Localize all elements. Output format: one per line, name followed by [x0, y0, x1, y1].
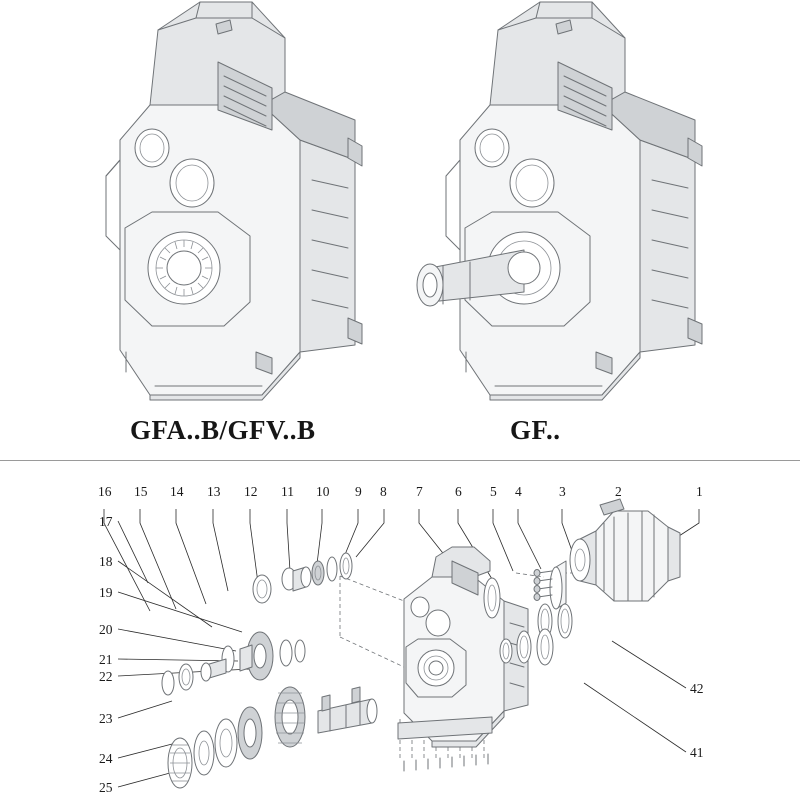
caption-gf: GF.. — [510, 415, 561, 445]
callout-15: 15 — [134, 484, 148, 499]
callout-23: 23 — [99, 711, 113, 726]
callout-2: 2 — [615, 484, 622, 499]
callout-18: 18 — [99, 554, 113, 569]
callout-19: 19 — [99, 585, 113, 600]
callout-22: 22 — [99, 669, 113, 684]
callout-10: 10 — [316, 484, 330, 499]
callout-8: 8 — [380, 484, 387, 499]
caption-gfa-b-gfv-b: GFA..B/GFV..B — [130, 415, 316, 445]
exploded-parts-drawing — [0, 461, 800, 801]
upper-shaft-assembly — [253, 553, 352, 603]
callout-3: 3 — [559, 484, 566, 499]
callout-7: 7 — [416, 484, 423, 499]
exploded-view-section — [0, 460, 800, 801]
motor-assembly-part — [534, 499, 680, 609]
callout-11: 11 — [281, 484, 294, 499]
callout-20: 20 — [99, 622, 113, 637]
gfa-b-gfv-b-gearbox-drawing — [106, 2, 362, 400]
callout-12: 12 — [244, 484, 258, 499]
callout-24: 24 — [99, 751, 113, 766]
callout-21: 21 — [99, 652, 113, 667]
callout-9: 9 — [355, 484, 362, 499]
callout-14: 14 — [170, 484, 184, 499]
callout-16: 16 — [98, 484, 112, 499]
callout-42: 42 — [690, 681, 704, 696]
callout-1: 1 — [696, 484, 703, 499]
callout-5: 5 — [490, 484, 497, 499]
callout-41: 41 — [690, 745, 704, 760]
callout-13: 13 — [207, 484, 221, 499]
right-leader-lines — [584, 641, 686, 752]
callout-4: 4 — [515, 484, 522, 499]
lower-gear-assembly — [168, 687, 377, 788]
callout-25: 25 — [99, 780, 113, 795]
callout-17: 17 — [99, 514, 113, 529]
callout-6: 6 — [455, 484, 462, 499]
gf-gearbox-drawing — [417, 2, 702, 400]
